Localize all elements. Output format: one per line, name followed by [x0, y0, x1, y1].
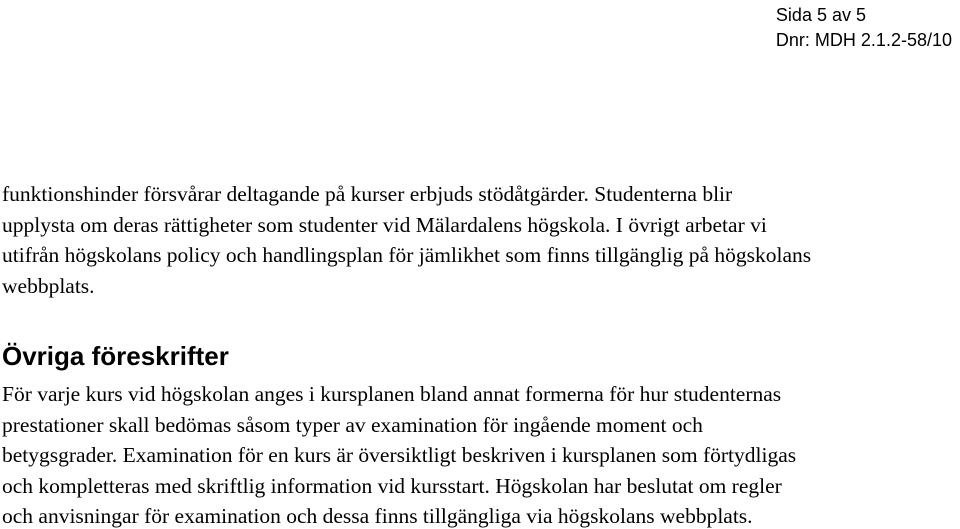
document-reference-number: Dnr: MDH 2.1.2-58/10 [775, 30, 952, 50]
paragraph-line: och anvisningar för examination och dessa finns tillgängliga via högskolans webbplats. [2, 504, 753, 528]
paragraph-line: prestationer skall bedömas såsom typer av examination för ingående moment och [2, 412, 703, 437]
paragraph-accessibility [2, 179, 958, 301]
paragraph-line: upplysta om deras rättigheter som studenter vid Mälardalens högskola. I övrigt arbetar vi [2, 212, 767, 237]
page-number: Sida 5 av 5 [775, 5, 866, 25]
paragraph-line: betygsgrader. Examination för en kurs är översiktligt beskriven i kursplanen som förtydligas [2, 443, 797, 467]
paragraph-line: funktionshinder försvårar deltagande på kurser erbjuds stödåtgärder. Studenterna blir [2, 182, 733, 206]
section-heading: Övriga föreskrifter [2, 341, 229, 371]
paragraph-line: och kompletteras med skriftlig information vid kursstart. Högskolan har beslutat om regler [2, 473, 782, 498]
paragraph-examination [2, 379, 958, 529]
paragraph-line: För varje kurs vid högskolan anges i kursplanen bland annat formerna för hur studenternas [2, 382, 782, 406]
paragraph-line: webbplats. [2, 273, 95, 298]
page-header [776, 3, 952, 53]
paragraph-line: utifrån högskolans policy och handlingsplan för jämlikhet som finns tillgänglig på högskolans [2, 243, 812, 267]
